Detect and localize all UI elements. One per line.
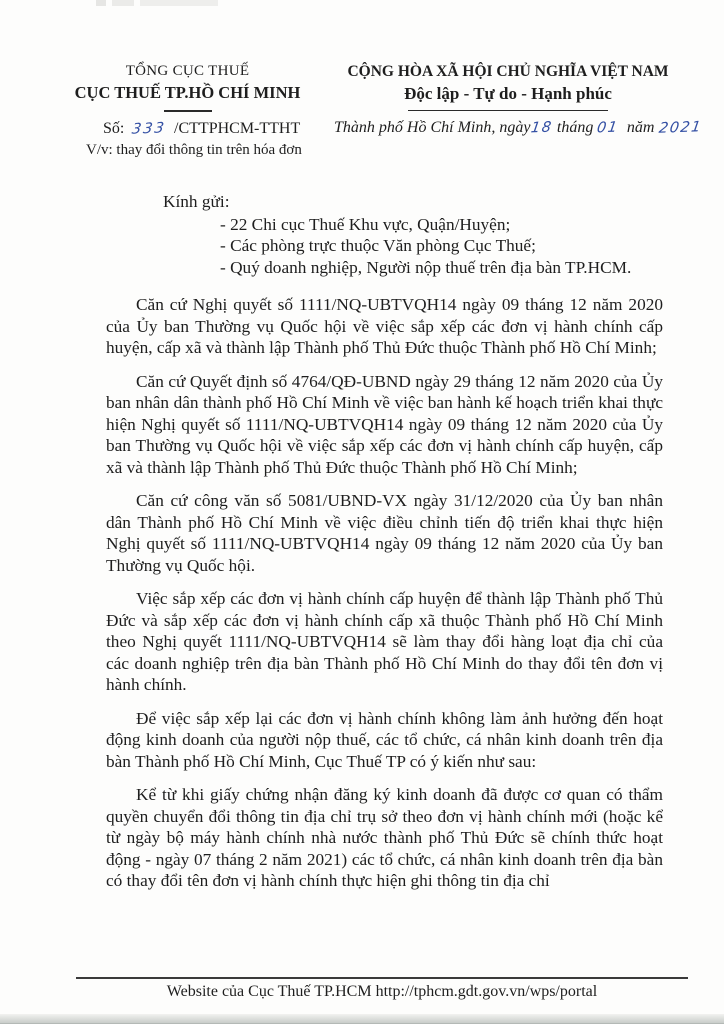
national-header-block bbox=[333, 62, 683, 111]
national-motto: Độc lập - Tự do - Hạnh phúc bbox=[404, 84, 612, 104]
recipient-list bbox=[220, 214, 660, 278]
letter-body bbox=[106, 294, 663, 892]
agency-underline bbox=[164, 110, 212, 112]
paragraph-basis-3: Căn cứ công văn số 5081/UBND-VX ngày 31/12/2020 của Ủy ban nhân dân Thành phố Hồ Chí Minh về việc điều chỉnh tiến độ triển khai thực hiện Nghị quyết số 1111/NQ-UBTVQH14 ngày 09 tháng 12 năm 2020 của Ủy ban Thường vụ Quốc hội. bbox=[106, 491, 663, 575]
issuing-agency-block bbox=[55, 62, 320, 112]
subject-line: V/v: thay đổi thông tin trên hóa đơn bbox=[86, 142, 302, 158]
scan-artifact-bottom bbox=[0, 1014, 724, 1024]
date-month-handwritten: 01 bbox=[596, 119, 621, 137]
date-word-year: năm bbox=[626, 119, 655, 136]
recipient-item: - 22 Chi cục Thuế Khu vực, Quận/Huyện; bbox=[220, 215, 511, 234]
paragraph-purpose: Để việc sắp xếp lại các đơn vị hành chính không làm ảnh hưởng đến hoạt động kinh doanh của người nộp thuế, các tổ chức, cá nhân kinh doanh trên địa bàn Thành phố Hồ Chí Minh, Cục Thuế TP có ý kiến như sau: bbox=[106, 708, 663, 771]
parent-agency-name: TỔNG CỤC THUẾ bbox=[125, 63, 250, 79]
motto-underline bbox=[408, 110, 608, 112]
recipient-item: - Các phòng trực thuộc Văn phòng Cục Thuế; bbox=[220, 236, 536, 256]
place-date-line bbox=[334, 119, 702, 137]
salutation-label: Kính gửi: bbox=[163, 192, 230, 211]
date-word-month: tháng bbox=[556, 119, 594, 136]
paragraph-basis-2: Căn cứ Quyết định số 4764/QĐ-UBND ngày 29 tháng 12 năm 2020 của Ủy ban nhân dân thành phố Hồ Chí Minh về việc ban hành kế hoạch triển khai thực hiện Nghị quyết số 1111/NQ-UBTVQH14 ngày 09 tháng 12 năm 2020 của Ủy ban Thường vụ Quốc hội về việc sắp xếp các đơn vị hành chính cấp huyện, cấp xã và thành lập Thành phố Thủ Đức thuộc Thành phố Hồ Chí Minh; bbox=[106, 371, 663, 477]
recipient-item: - Quý doanh nghiệp, Người nộp thuế trên địa bàn TP.HCM. bbox=[220, 257, 632, 277]
date-day-handwritten: 18 bbox=[530, 119, 555, 137]
doc-number-handwritten: 333 bbox=[131, 120, 168, 138]
paragraph-context: Việc sắp xếp các đơn vị hành chính cấp huyện để thành lập Thành phố Thủ Đức và sắp xếp các đơn vị hành chính cấp xã thuộc Thành phố Hồ Chí Minh theo Nghị quyết 1111/NQ-UBTVQH14 sẽ làm thay đổi hàng loạt địa chỉ của các doanh nghiệp trên địa bàn Thành phố Hồ Chí Minh do thay đổi tên đơn vị hành chính. bbox=[106, 589, 663, 694]
paragraph-basis-1: Căn cứ Nghị quyết số 1111/NQ-UBTVQH14 ngày 09 tháng 12 năm 2020 của Ủy ban Thường vụ Quốc hội về việc sắp xếp các đơn vị hành chính cấp huyện, cấp xã và thành lập Thành phố Thủ Đức thuộc Thành phố Hồ Chí Minh; bbox=[106, 295, 663, 357]
national-title: CỘNG HÒA XÃ HỘI CHỦ NGHĨA VIỆT NAM bbox=[347, 63, 669, 80]
agency-name: CỤC THUẾ TP.HỒ CHÍ MINH bbox=[74, 82, 301, 102]
date-year-handwritten: 2021 bbox=[658, 119, 704, 137]
date-prefix: Thành phố Hồ Chí Minh, ngày bbox=[334, 119, 531, 136]
footer-divider bbox=[76, 977, 688, 979]
document-number-line bbox=[103, 120, 300, 138]
doc-number-label: Số: bbox=[103, 120, 125, 137]
doc-number-suffix: /CTTPHCM-TTHT bbox=[174, 120, 301, 137]
scan-artifact-top bbox=[96, 0, 218, 6]
footer-website-note: Website của Cục Thuế TP.HCM http://tphcm.gdt.gov.vn/wps/portal bbox=[166, 983, 598, 1000]
paragraph-instruction: Kể từ khi giấy chứng nhận đăng ký kinh doanh đã được cơ quan có thẩm quyền chuyển đổi thông tin địa chỉ trụ sở theo đơn vị hành chính mới (hoặc kể từ ngày bộ máy hành chính nhà nước thành phố Thủ Đức sẽ chính thức hoạt động - ngày 07 tháng 2 năm 2021) các tổ chức, cá nhân kinh doanh trên địa bàn có thay đổi tên đơn vị hành chính thực hiện ghi thông tin địa chỉ bbox=[106, 785, 663, 890]
